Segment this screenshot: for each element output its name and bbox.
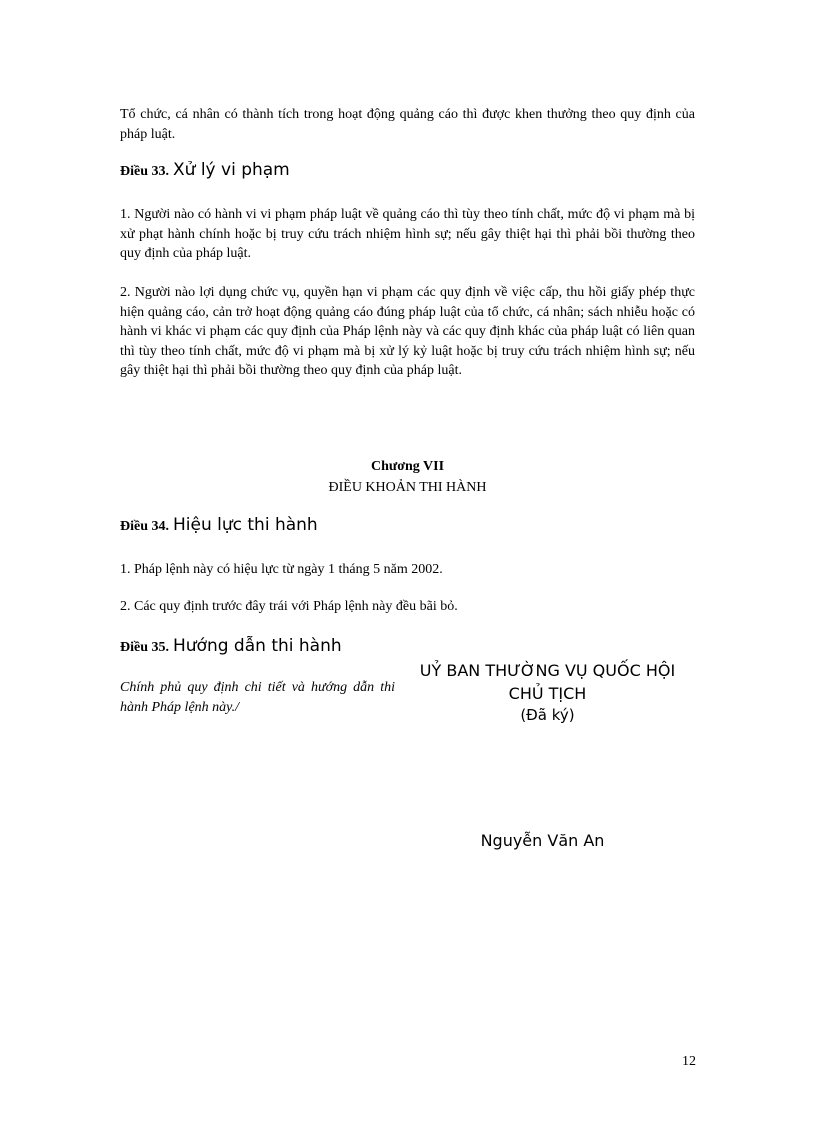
article-33-paragraph-1: 1. Người nào có hành vi vi phạm pháp luật về quảng cáo thì tùy theo tính chất, mức độ vi phạm mà bị xử phạt hành chính hoặc bị truy cứu trách nhiệm hình sự; nếu gây thiệt hại thì phải bồi thường theo quy định của pháp luật. (120, 207, 695, 261)
article-34-title: Hiệu lực thi hành (173, 515, 318, 535)
article-35-title: Hướng dẫn thi hành (173, 636, 342, 656)
chapter-title: ĐIỀU KHOẢN THI HÀNH (328, 480, 487, 495)
signature-name: Nguyễn Văn An (480, 831, 605, 850)
article-35-number: Điều 35. (120, 640, 169, 655)
page-number: 12 (682, 1054, 696, 1069)
article-34-heading (120, 515, 318, 535)
signature-position: CHỦ TỊCH (508, 684, 587, 703)
article-34-paragraph-1: 1. Pháp lệnh này có hiệu lực từ ngày 1 tháng 5 năm 2002. (120, 562, 443, 577)
article-34-paragraph-2: 2. Các quy định trước đây trái với Pháp lệnh này đều bãi bỏ. (120, 599, 458, 614)
article-33-title: Xử lý vi phạm (173, 160, 290, 180)
article-33-heading (120, 160, 290, 180)
article-35-heading (120, 636, 342, 656)
article-35-paragraph: Chính phủ quy định chi tiết và hướng dẫn thi hành Pháp lệnh này./ (120, 680, 395, 715)
article-33-number: Điều 33. (120, 164, 169, 179)
chapter-label: Chương VII (370, 459, 445, 474)
signature-signed: (Đã ký) (520, 706, 575, 724)
signature-org: UỶ BAN THƯỜNG VỤ QUỐC HỘI (419, 661, 676, 680)
paragraph-reward: Tổ chức, cá nhân có thành tích trong hoạt động quảng cáo thì được khen thưởng theo quy định của pháp luật. (120, 107, 695, 142)
article-34-number: Điều 34. (120, 519, 169, 534)
article-33-paragraph-2: 2. Người nào lợi dụng chức vụ, quyền hạn vi phạm các quy định về việc cấp, thu hồi giấy phép thực hiện quảng cáo, cản trở hoạt động quảng cáo đúng pháp luật của tổ chức, cá nhân; sách nhiễu hoặc có hành vi khác vi phạm các quy định của Pháp lệnh này và các quy định khác của pháp luật có liên quan thì tùy theo tính chất, mức độ vi phạm mà bị xử lý kỷ luật hoặc bị truy cứu trách nhiệm hình sự; nếu gây thiệt hại thì phải bồi thường theo quy định của pháp luật. (120, 285, 695, 378)
